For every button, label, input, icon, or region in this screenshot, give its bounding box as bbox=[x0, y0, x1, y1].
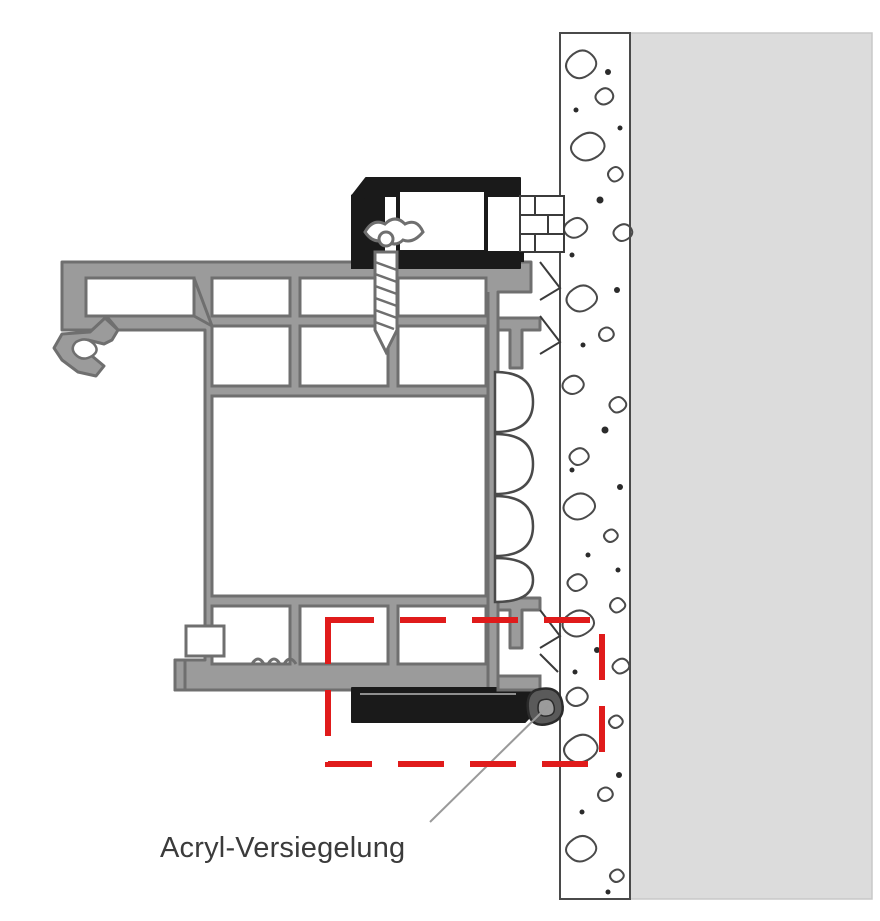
wall-solid-block bbox=[630, 33, 872, 899]
callout-label-acryl-versiegelung: Acryl-Versiegelung bbox=[160, 832, 406, 864]
wall-masonry-hatch bbox=[560, 33, 632, 899]
frame-wall-bracket-upper bbox=[498, 318, 540, 368]
joint-gap-chevrons bbox=[540, 262, 560, 672]
acrylic-sealant-bead bbox=[528, 689, 563, 725]
window-frame-profile bbox=[54, 262, 531, 690]
compriband-sealing-tape bbox=[495, 372, 533, 602]
